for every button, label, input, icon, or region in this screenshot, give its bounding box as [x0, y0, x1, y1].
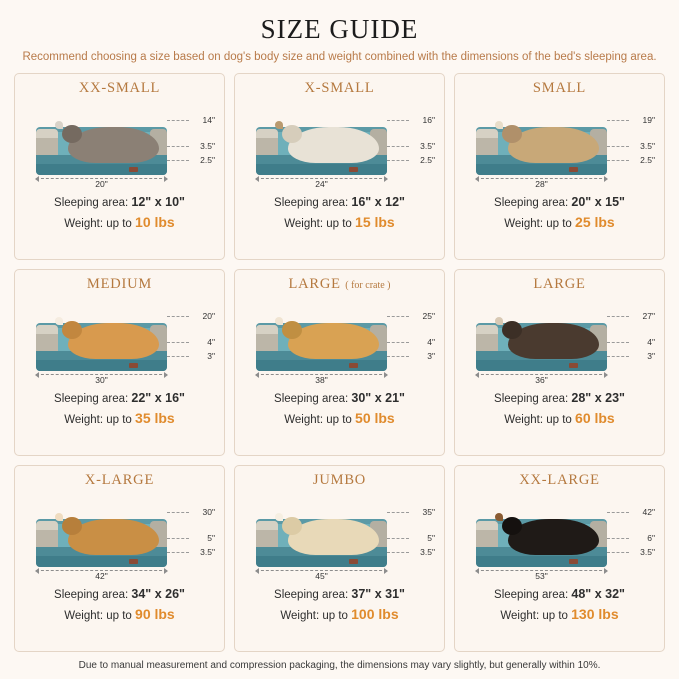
size-card [234, 269, 445, 456]
brand-tag [349, 363, 358, 368]
dog-head [502, 517, 522, 535]
size-name: MEDIUM [86, 276, 153, 292]
bed-base-front [476, 164, 607, 175]
size-name: LARGE [533, 276, 586, 292]
weight-line [54, 212, 185, 233]
bed-illustration [240, 295, 439, 387]
weight-label: Weight: [284, 217, 324, 230]
dog-head [62, 321, 82, 339]
dimension-tick [167, 160, 189, 161]
dimension-tick [607, 160, 629, 161]
bed-base-front [36, 164, 167, 175]
brand-tag [129, 167, 138, 172]
bed-illustration [20, 295, 219, 387]
dog-head [62, 125, 82, 143]
size-name-note: ( for crate ) [345, 280, 391, 291]
size-card-title [533, 276, 585, 293]
dog-illustration [288, 323, 380, 359]
sleeping-area-label: Sleeping area: [494, 197, 569, 209]
dimension-height-label: 3.5" [420, 547, 435, 557]
sleeping-area-line [494, 389, 625, 408]
sleeping-area-value: 48" x 32" [571, 587, 625, 601]
bed-left-bolster-top [256, 325, 278, 334]
dimension-height-label: 4" [207, 337, 215, 347]
size-specs [54, 193, 185, 232]
weight-up-to-label: up to [326, 217, 352, 230]
dimension-tick [387, 512, 409, 513]
dimension-width-label: 36" [535, 375, 548, 385]
weight-value: 50 lbs [355, 409, 395, 426]
sleeping-area-value: 12" x 10" [131, 195, 185, 209]
dimension-height-label: 19" [642, 115, 655, 125]
dimension-width-label: 20" [95, 179, 108, 189]
size-card [454, 465, 665, 652]
dimension-tick [387, 552, 409, 553]
sleeping-area-value: 30" x 21" [351, 391, 405, 405]
dimension-height-label: 35" [422, 507, 435, 517]
bed-illustration [20, 491, 219, 583]
bed-illustration [240, 491, 439, 583]
brand-tag [349, 167, 358, 172]
weight-value: 15 lbs [355, 213, 395, 230]
sleeping-area-label: Sleeping area: [274, 197, 349, 209]
weight-up-to-label: up to [322, 609, 348, 622]
bed-illustration [240, 99, 439, 191]
dimension-tick [607, 316, 629, 317]
dimension-width-label: 30" [95, 375, 108, 385]
dimension-tick [167, 512, 189, 513]
size-card [234, 465, 445, 652]
dimension-height-label: 16" [422, 115, 435, 125]
bed-base-front [36, 556, 167, 567]
dimension-tick [607, 146, 629, 147]
weight-up-to-label: up to [106, 217, 132, 230]
dimension-height-label: 3.5" [640, 547, 655, 557]
size-card-title [519, 472, 600, 489]
brand-tag [129, 559, 138, 564]
dimension-tick [167, 342, 189, 343]
dimension-height-label: 4" [427, 337, 435, 347]
size-card-title [304, 80, 374, 97]
weight-value: 60 lbs [575, 409, 615, 426]
size-specs [274, 193, 405, 232]
bed-base-front [36, 360, 167, 371]
dimension-tick [167, 552, 189, 553]
sleeping-area-line [54, 389, 185, 408]
size-card-title [288, 276, 390, 293]
dimension-height-label: 3" [427, 351, 435, 361]
dog-head [282, 517, 302, 535]
weight-line [54, 408, 185, 429]
dimension-height-label: 5" [427, 533, 435, 543]
dimension-height-label: 25" [422, 311, 435, 321]
size-name: XX-SMALL [78, 80, 161, 96]
sleeping-area-value: 20" x 15" [571, 195, 625, 209]
weight-line [494, 604, 625, 625]
sleeping-area-label: Sleeping area: [494, 589, 569, 601]
weight-label: Weight: [64, 217, 104, 230]
size-card [14, 465, 225, 652]
dog-ear [55, 513, 63, 521]
bed-left-bolster-top [36, 129, 58, 138]
sleeping-area-line [54, 585, 185, 604]
page-title: SIZE GUIDE [260, 14, 419, 44]
size-card-title [79, 80, 160, 97]
size-card [14, 269, 225, 456]
dimension-tick [167, 316, 189, 317]
dog-ear [275, 513, 283, 521]
size-card [234, 73, 445, 260]
dog-ear [495, 317, 503, 325]
weight-label: Weight: [64, 413, 104, 426]
bed-left-bolster-top [256, 129, 278, 138]
bed-illustration [460, 491, 659, 583]
weight-label: Weight: [64, 609, 104, 622]
sleeping-area-value: 28" x 23" [571, 391, 625, 405]
weight-line [274, 604, 405, 625]
dimension-height-label: 2.5" [640, 155, 655, 165]
bed-illustration [460, 295, 659, 387]
bed-illustration [460, 99, 659, 191]
dog-head [282, 125, 302, 143]
dimension-tick [387, 316, 409, 317]
weight-value: 10 lbs [135, 213, 175, 230]
dimension-tick [607, 552, 629, 553]
size-cards-grid [14, 73, 665, 652]
dog-illustration [508, 519, 600, 555]
dog-illustration [68, 127, 160, 163]
sleeping-area-value: 34" x 26" [131, 587, 185, 601]
size-card-title [533, 80, 586, 97]
dimension-height-label: 4" [647, 337, 655, 347]
size-card [14, 73, 225, 260]
bed-base-front [256, 164, 387, 175]
dimension-height-label: 2.5" [420, 155, 435, 165]
dimension-height-label: 3.5" [200, 141, 215, 151]
bed-illustration [20, 99, 219, 191]
dimension-height-label: 14" [202, 115, 215, 125]
sleeping-area-label: Sleeping area: [54, 197, 129, 209]
size-specs [54, 389, 185, 428]
size-specs [274, 585, 405, 624]
dimension-width-label: 24" [315, 179, 328, 189]
page-subtitle: Recommend choosing a size based on dog's body size and weight combined with the dimensions of the bed's sleeping area. [22, 51, 657, 63]
dog-illustration [288, 519, 380, 555]
weight-label: Weight: [504, 413, 544, 426]
weight-line [494, 408, 625, 429]
dimension-tick [387, 160, 409, 161]
dimension-height-label: 3" [207, 351, 215, 361]
dimension-height-label: 5" [207, 533, 215, 543]
sleeping-area-label: Sleeping area: [274, 393, 349, 405]
weight-value: 35 lbs [135, 409, 175, 426]
weight-label: Weight: [504, 217, 544, 230]
bed-left-bolster-top [36, 325, 58, 334]
weight-line [494, 212, 625, 233]
dog-illustration [68, 323, 160, 359]
weight-up-to-label: up to [106, 413, 132, 426]
dimension-tick [167, 356, 189, 357]
dimension-width-label: 42" [95, 571, 108, 581]
bed-left-bolster-top [476, 521, 498, 530]
dog-head [282, 321, 302, 339]
sleeping-area-value: 16" x 12" [351, 195, 405, 209]
size-specs [494, 193, 625, 232]
sleeping-area-label: Sleeping area: [274, 589, 349, 601]
dimension-height-label: 30" [202, 507, 215, 517]
size-specs [54, 585, 185, 624]
bed-base-front [476, 360, 607, 371]
size-card [454, 73, 665, 260]
brand-tag [129, 363, 138, 368]
bed-base-front [476, 556, 607, 567]
weight-up-to-label: up to [546, 217, 572, 230]
weight-line [54, 604, 185, 625]
sleeping-area-line [274, 193, 405, 212]
bed-left-bolster-top [256, 521, 278, 530]
dimension-width-label: 45" [315, 571, 328, 581]
dog-head [502, 125, 522, 143]
weight-label: Weight: [284, 413, 324, 426]
sleeping-area-label: Sleeping area: [54, 393, 129, 405]
weight-line [274, 408, 405, 429]
weight-line [274, 212, 405, 233]
size-specs [274, 389, 405, 428]
dog-head [502, 321, 522, 339]
bed-base-front [256, 556, 387, 567]
sleeping-area-value: 22" x 16" [131, 391, 185, 405]
weight-value: 130 lbs [571, 605, 619, 622]
footer-note: Due to manual measurement and compression packaging, the dimensions may vary slightly, but generally within 10%. [78, 660, 601, 671]
weight-up-to-label: up to [546, 413, 572, 426]
brand-tag [569, 559, 578, 564]
dimension-height-label: 3.5" [200, 547, 215, 557]
dog-ear [275, 121, 283, 129]
dimension-tick [387, 342, 409, 343]
size-card-title [313, 472, 366, 489]
size-name: LARGE [288, 276, 341, 292]
size-card [454, 269, 665, 456]
dog-illustration [68, 519, 160, 555]
dimension-tick [167, 538, 189, 539]
sleeping-area-value: 37" x 31" [351, 587, 405, 601]
weight-label: Weight: [280, 609, 320, 622]
sleeping-area-line [54, 193, 185, 212]
weight-value: 25 lbs [575, 213, 615, 230]
dog-ear [55, 121, 63, 129]
size-specs [494, 585, 625, 624]
dimension-tick [607, 356, 629, 357]
sleeping-area-line [274, 585, 405, 604]
size-name: SMALL [532, 80, 587, 96]
weight-label: Weight: [500, 609, 540, 622]
dimension-tick [387, 538, 409, 539]
brand-tag [349, 559, 358, 564]
weight-up-to-label: up to [542, 609, 568, 622]
weight-up-to-label: up to [326, 413, 352, 426]
dog-ear [275, 317, 283, 325]
dimension-tick [607, 512, 629, 513]
dimension-tick [607, 538, 629, 539]
dog-ear [495, 513, 503, 521]
dimension-tick [387, 146, 409, 147]
size-name: JUMBO [312, 472, 367, 488]
dimension-width-label: 28" [535, 179, 548, 189]
sleeping-area-line [494, 585, 625, 604]
size-card-title [85, 472, 154, 489]
dog-illustration [288, 127, 380, 163]
dimension-height-label: 3" [647, 351, 655, 361]
dimension-width-label: 53" [535, 571, 548, 581]
bed-left-bolster-top [476, 325, 498, 334]
dimension-tick [387, 356, 409, 357]
size-name: XX-LARGE [519, 472, 600, 488]
bed-left-bolster-top [476, 129, 498, 138]
dog-ear [55, 317, 63, 325]
dimension-height-label: 27" [642, 311, 655, 321]
size-name: X-SMALL [304, 80, 375, 96]
sleeping-area-line [494, 193, 625, 212]
sleeping-area-line [274, 389, 405, 408]
size-specs [494, 389, 625, 428]
dimension-height-label: 3.5" [640, 141, 655, 151]
dimension-tick [387, 120, 409, 121]
dimension-height-label: 20" [202, 311, 215, 321]
bed-left-bolster-top [36, 521, 58, 530]
dimension-height-label: 42" [642, 507, 655, 517]
weight-value: 100 lbs [351, 605, 399, 622]
weight-value: 90 lbs [135, 605, 175, 622]
size-name: X-LARGE [84, 472, 155, 488]
dimension-height-label: 3.5" [420, 141, 435, 151]
dimension-height-label: 6" [647, 533, 655, 543]
sleeping-area-label: Sleeping area: [54, 589, 129, 601]
dimension-height-label: 2.5" [200, 155, 215, 165]
dimension-tick [167, 146, 189, 147]
brand-tag [569, 167, 578, 172]
brand-tag [569, 363, 578, 368]
dog-head [62, 517, 82, 535]
dog-ear [495, 121, 503, 129]
sleeping-area-label: Sleeping area: [494, 393, 569, 405]
bed-base-front [256, 360, 387, 371]
weight-up-to-label: up to [106, 609, 132, 622]
dimension-width-label: 38" [315, 375, 328, 385]
dimension-tick [607, 120, 629, 121]
dimension-tick [607, 342, 629, 343]
dog-illustration [508, 127, 600, 163]
dimension-tick [167, 120, 189, 121]
size-card-title [87, 276, 152, 293]
dog-illustration [508, 323, 600, 359]
